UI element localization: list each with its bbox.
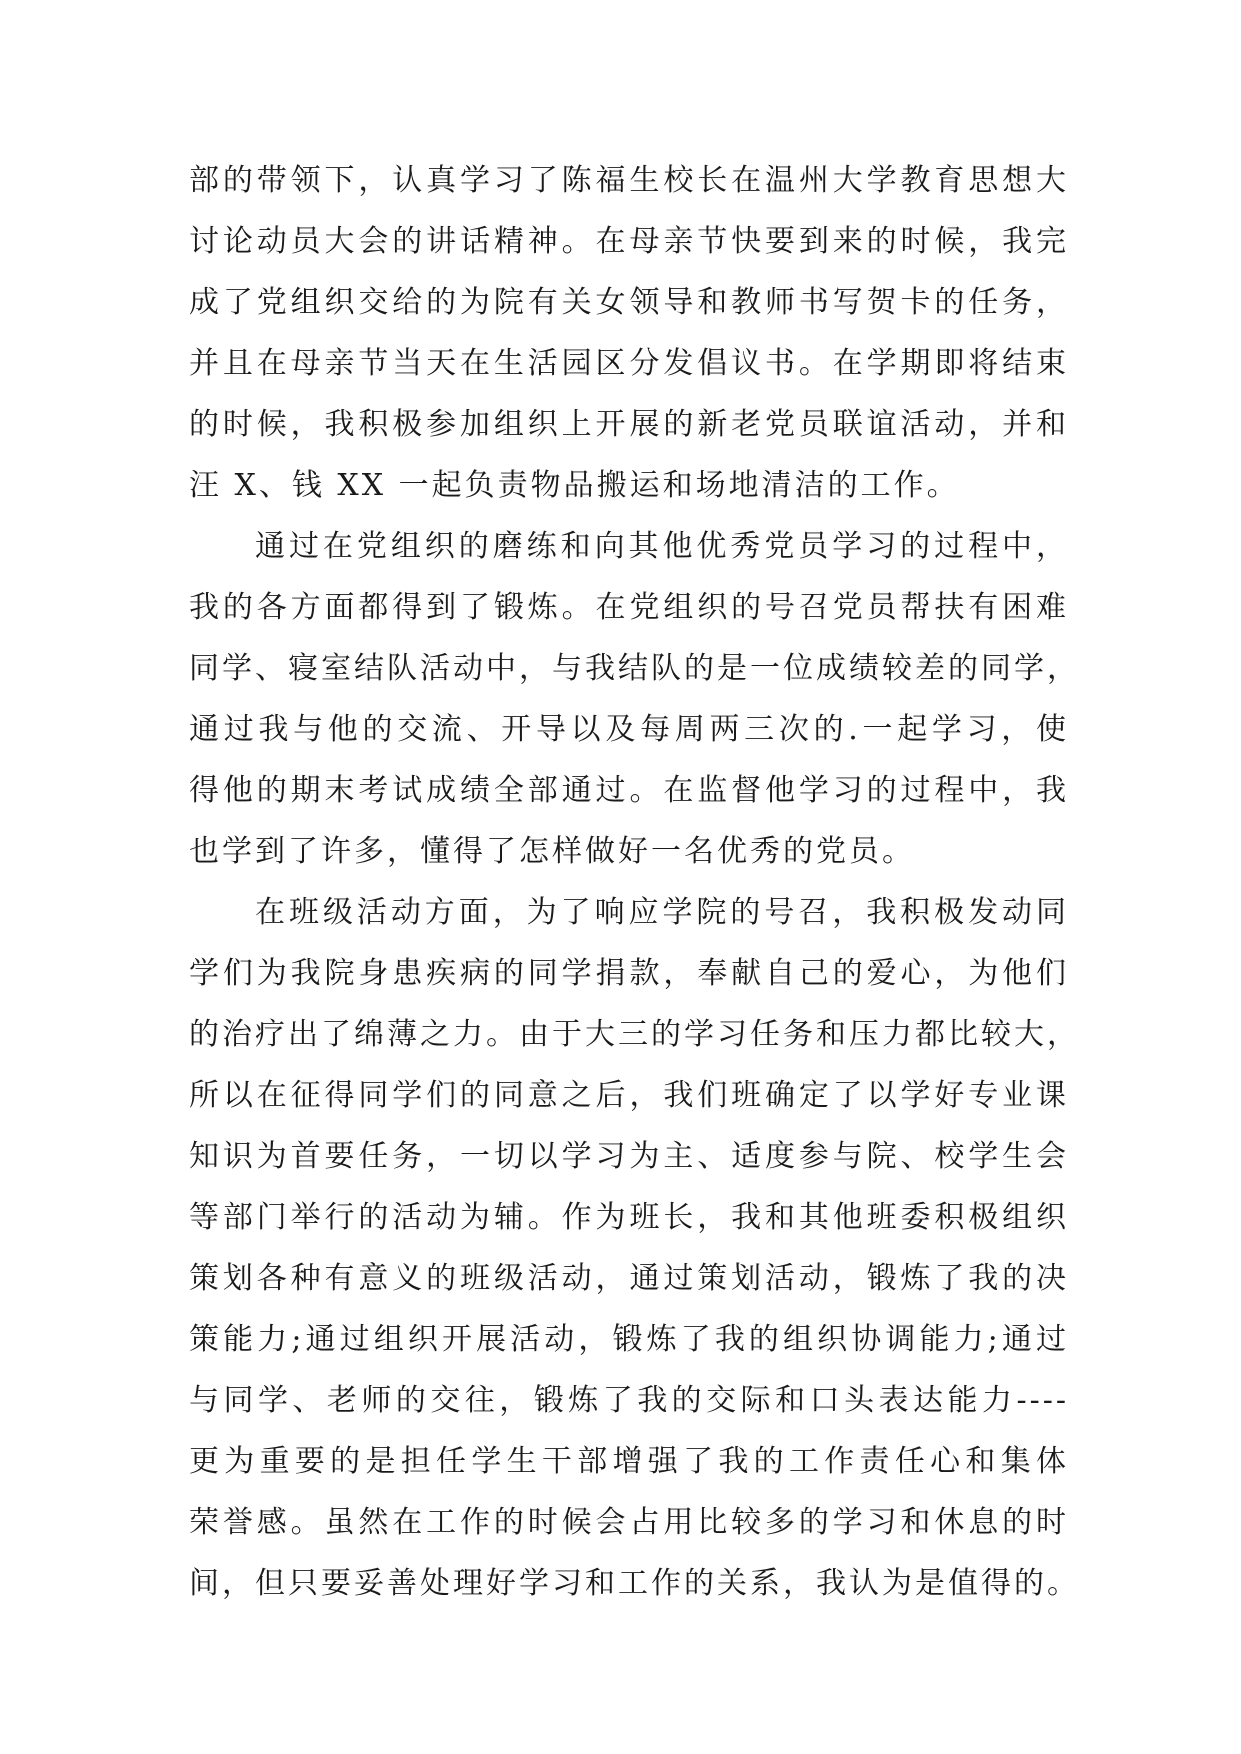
text-line: 的治疗出了绵薄之力。由于大三的学习任务和压力都比较大， — [189, 1017, 1080, 1052]
text-line: 等部门举行的活动为辅。作为班长，我和其他班委积极组织 — [189, 1200, 1069, 1235]
text-line: 策能力;通过组织开展活动，锻炼了我的组织协调能力;通过 — [189, 1322, 1069, 1357]
text-line: 汪 X、钱 XX 一起负责物品搬运和场地清洁的工作。 — [189, 468, 960, 503]
text-line: 同学、寝室结队活动中，与我结队的是一位成绩较差的同学， — [189, 651, 1080, 686]
text-line: 部的带领下，认真学习了陈福生校长在温州大学教育思想大 — [189, 163, 1069, 198]
text-line: 学们为我院身患疾病的同学捐款，奉献自己的爱心，为他们 — [189, 956, 1069, 991]
text-line: 与同学、老师的交往，锻炼了我的交际和口头表达能力---- — [189, 1383, 1069, 1418]
text-line: 成了党组织交给的为院有关女领导和教师书写贺卡的任务， — [189, 285, 1069, 320]
text-line: 通过我与他的交流、开导以及每周两三次的.一起学习，使 — [189, 712, 1069, 747]
text-line: 策划各种有意义的班级活动，通过策划活动，锻炼了我的决 — [189, 1261, 1069, 1296]
text-line: 并且在母亲节当天在生活园区分发倡议书。在学期即将结束 — [189, 346, 1069, 381]
text-line: 的时候，我积极参加组织上开展的新老党员联谊活动，并和 — [189, 407, 1069, 442]
paragraph-1 — [189, 150, 1069, 516]
text-line: 讨论动员大会的讲话精神。在母亲节快要到来的时候，我完 — [189, 224, 1069, 259]
text-line: 所以在征得同学们的同意之后，我们班确定了以学好专业课 — [189, 1078, 1069, 1113]
text-line: 在班级活动方面，为了响应学院的号召，我积极发动同 — [255, 895, 1069, 930]
text-line: 通过在党组织的磨练和向其他优秀党员学习的过程中， — [255, 529, 1069, 564]
document-body — [189, 150, 1080, 1614]
text-line: 知识为首要任务，一切以学习为主、适度参与院、校学生会 — [189, 1139, 1069, 1174]
text-line: 荣誉感。虽然在工作的时候会占用比较多的学习和休息的时 — [189, 1505, 1069, 1540]
text-line: 间，但只要妥善处理好学习和工作的关系，我认为是值得的。 — [189, 1566, 1080, 1601]
paragraph-3 — [189, 882, 1080, 1614]
text-line: 得他的期末考试成绩全部通过。在监督他学习的过程中，我 — [189, 773, 1069, 808]
paragraph-2 — [189, 516, 1080, 882]
text-line: 也学到了许多，懂得了怎样做好一名优秀的党员。 — [189, 834, 915, 869]
text-line: 我的各方面都得到了锻炼。在党组织的号召党员帮扶有困难 — [189, 590, 1069, 625]
text-line: 更为重要的是担任学生干部增强了我的工作责任心和集体 — [189, 1444, 1069, 1479]
